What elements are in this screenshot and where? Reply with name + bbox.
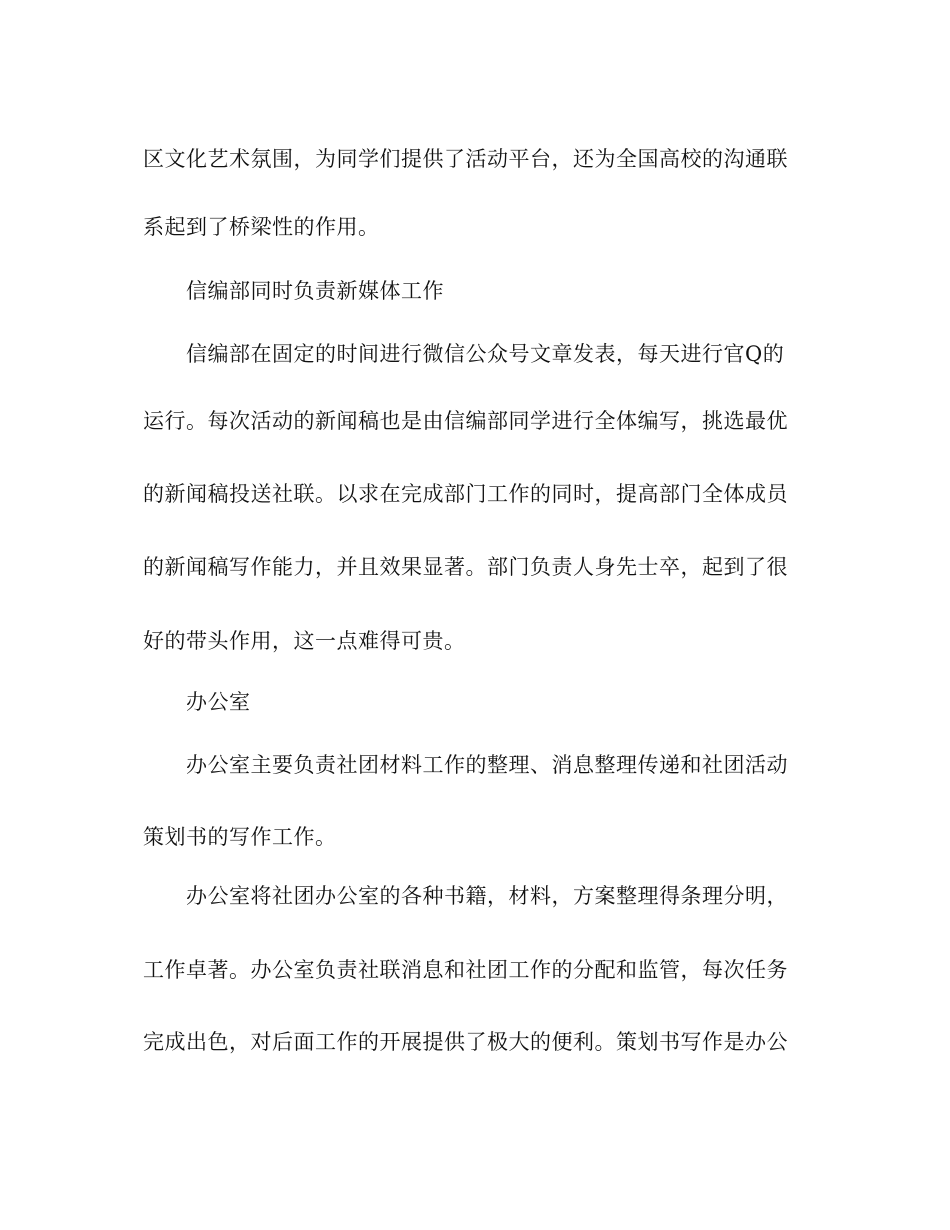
text-line: 信编部在固定的时间进行微信公众号文章发表，每天进行官Q的 bbox=[186, 342, 785, 366]
text-line: 好的带头作用，这一点难得可贵。 bbox=[143, 629, 466, 653]
text-line: 的新闻稿写作能力，并且效果显著。部门负责人身先士卒，起到了很 bbox=[143, 555, 788, 579]
text-line: 运行。每次活动的新闻稿也是由信编部同学进行全体编写，挑选最优 bbox=[143, 409, 788, 433]
text-line: 完成出色，对后面工作的开展提供了极大的便利。策划书写作是办公 bbox=[143, 1030, 788, 1054]
text-line: 策划书的写作工作。 bbox=[143, 825, 337, 849]
text-line: 的新闻稿投送社联。以求在完成部门工作的同时，提高部门全体成员 bbox=[143, 482, 788, 506]
text-line: 系起到了桥梁性的作用。 bbox=[143, 215, 380, 239]
text-line: 工作卓著。办公室负责社联消息和社团工作的分配和监管，每次任务 bbox=[143, 958, 788, 982]
text-line: 办公室将社团办公室的各种书籍，材料，方案整理得条理分明， bbox=[186, 884, 788, 908]
text-line: 区文化艺术氛围，为同学们提供了活动平台，还为全国高校的沟通联 bbox=[143, 147, 788, 171]
text-line: 办公室主要负责社团材料工作的整理、消息整理传递和社团活动 bbox=[186, 753, 788, 777]
section-heading-xinbianbu: 信编部同时负责新媒体工作 bbox=[186, 279, 444, 303]
section-heading-bangongshi: 办公室 bbox=[186, 690, 251, 714]
